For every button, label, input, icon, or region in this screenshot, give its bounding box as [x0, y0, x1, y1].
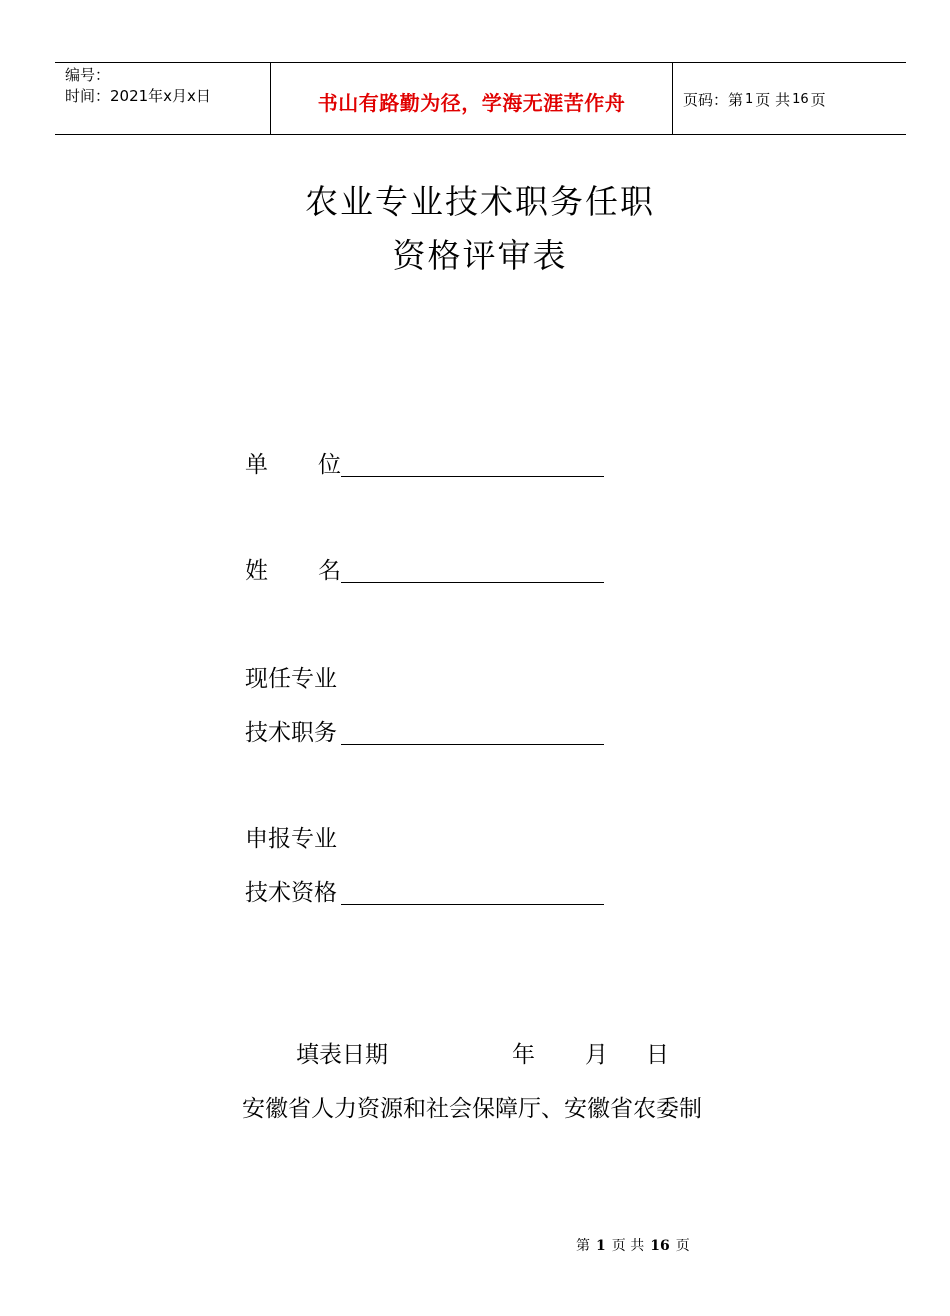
- header-meta: [55, 63, 271, 135]
- apply-title-label-line2: 技术资格: [245, 880, 337, 906]
- apply-title-label-line1: 申报专业: [245, 826, 337, 852]
- current-title-label-line2: 技术职务: [245, 720, 337, 746]
- form-row-apply-title: [245, 878, 604, 908]
- footer-page-current: 1: [596, 1238, 606, 1254]
- name-label-char-2: 名: [318, 558, 341, 584]
- current-title-label-line1: 现任专业: [245, 666, 337, 692]
- unit-field[interactable]: [341, 452, 604, 477]
- fill-date-year: 年: [512, 1042, 535, 1068]
- time-label: 时间：2021年x月x日: [65, 87, 211, 105]
- name-label: [245, 556, 341, 586]
- fill-date-month: 月: [585, 1042, 608, 1068]
- header-page-info: [673, 63, 906, 135]
- form-row-name: [245, 556, 604, 586]
- unit-label-char-1: 单: [245, 452, 268, 478]
- document-title-line1: 农业专业技术职务任职: [305, 182, 655, 221]
- form-row-unit: [245, 450, 604, 480]
- unit-label: [245, 450, 341, 480]
- form-row-current-title-heading: [245, 664, 337, 694]
- header-page-prefix: 页码：第: [683, 90, 744, 109]
- serial-label: 编号：: [65, 66, 111, 84]
- header-motto-cell: [271, 63, 673, 135]
- header-page-suffix: 页: [810, 90, 826, 109]
- footer-page-total: 16: [650, 1238, 670, 1254]
- document-header: [55, 62, 906, 135]
- form-row-apply-title-heading: [245, 824, 337, 854]
- footer-mid: 页 共: [611, 1238, 645, 1254]
- form-row-current-title: [245, 718, 604, 748]
- name-field[interactable]: [341, 558, 604, 583]
- header-motto: 书山有路勤为径，学海无涯苦作舟: [317, 91, 626, 115]
- page-footer: [576, 1235, 690, 1255]
- name-label-char-1: 姓: [245, 558, 268, 584]
- footer-suffix: 页: [675, 1238, 690, 1254]
- header-page-mid: 页 共: [755, 90, 791, 109]
- apply-title-field[interactable]: [341, 880, 604, 905]
- issuer-line: 安徽省人力资源和社会保障厅、安徽省农委制: [242, 1096, 702, 1122]
- header-page-total: 16: [792, 91, 809, 107]
- current-title-field[interactable]: [341, 720, 604, 745]
- header-page-current: 1: [745, 91, 754, 107]
- fill-date-day: 日: [646, 1042, 669, 1068]
- unit-label-char-2: 位: [318, 452, 341, 478]
- footer-prefix: 第: [576, 1238, 590, 1254]
- fill-date-label: 填表日期: [296, 1042, 388, 1068]
- document-title-line2: 资格评审表: [392, 236, 568, 275]
